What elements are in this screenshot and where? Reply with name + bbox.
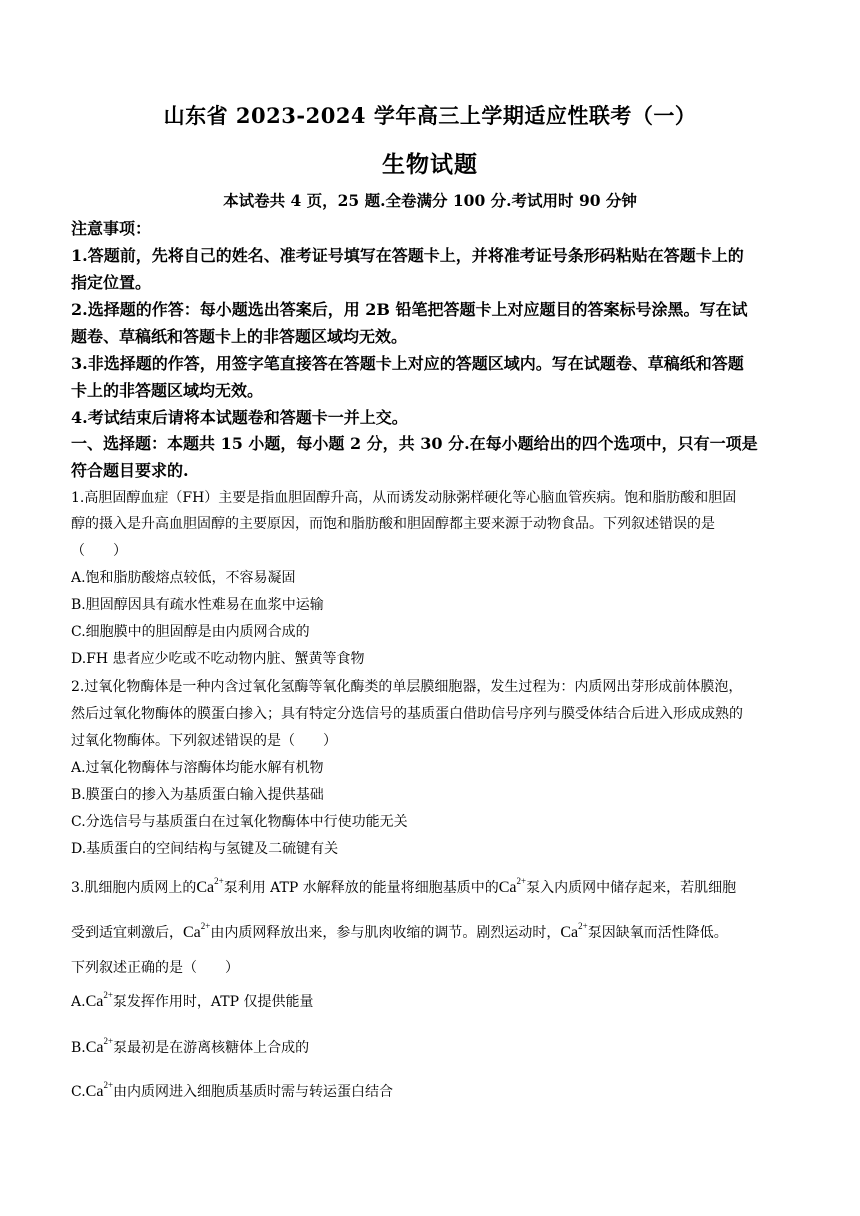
q1-stem: （ ） — [71, 543, 127, 559]
note-line: 2.选择题的作答：每小题选出答案后，用 2B 铅笔把答题卡上对应题目的答案标号涂黑。写在试 — [71, 300, 748, 319]
exam-info: 本试卷共 4 页，25 题.全卷满分 100 分.考试用时 90 分钟 — [223, 191, 637, 210]
calcium-ion: $Ca^{2+}$ — [85, 1036, 114, 1056]
notes-heading: 注意事项： — [71, 219, 152, 238]
q2-stem: 过氧化物酶体。下列叙述错误的是（ ） — [71, 733, 337, 749]
note-line: 1.答题前，先将自己的姓名、准考证号填写在答题卡上，并将准考证号条形码粘贴在答题卡上的 — [71, 246, 744, 265]
calcium-ion: $Ca^{2+}$ — [183, 921, 211, 941]
exam-title: 山东省 2023-2024 学年高三上学期适应性联考（一） — [163, 103, 697, 128]
note-line: 题卷、草稿纸和答题卡上的非答题区域均无效。 — [71, 327, 408, 346]
note-line: 3.非选择题的作答，用签字笔直接答在答题卡上对应的答题区域内。写在试题卷、草稿纸和答题 — [71, 354, 744, 373]
q2-stem: 然后过氧化物酶体的膜蛋白掺入；具有特定分选信号的基质蛋白借助信号序列与膜受体结合后进入形成成熟的 — [71, 706, 743, 722]
q1-stem: 醇的摄入是升高血胆固醇的主要原因，而饱和脂肪酸和胆固醇都主要来源于动物食品。下列叙述错误的是 — [71, 516, 715, 532]
q1-option-a: A.饱和脂肪酸熔点较低，不容易凝固 — [71, 570, 296, 586]
q3-stem: 下列叙述正确的是（ ） — [71, 960, 239, 976]
calcium-ion: $Ca^{2+}$ — [498, 876, 527, 896]
q1-stem: 1.高胆固醇血症（FH）主要是指血胆固醇升高，从而诱发动脉粥样硬化等心脑血管疾病。饱和脂肪酸和胆固 — [71, 490, 737, 506]
q3-option-a: $A.Ca^{2+}$泵发挥作用时，ATP 仅提供能量 — [71, 990, 314, 1010]
q1-option-d: D.FH 患者应少吃或不吃动物内脏、蟹黄等食物 — [71, 651, 365, 667]
q2-option-a: A.过氧化物酶体与溶酶体均能水解有机物 — [71, 760, 324, 776]
calcium-ion: $Ca^{2+}$ — [560, 921, 588, 941]
q3-option-b: $B.Ca^{2+}$泵最初是在游离核糖体上合成的 — [71, 1036, 310, 1056]
q3-stem: 受到适宜刺激后，$Ca^{2+}$由内质网释放出来，参与肌肉收缩的调节。剧烈运动时，$Ca^{2+}$泵因缺氧而活性降低。 — [71, 921, 728, 941]
q2-option-d: D.基质蛋白的空间结构与氢键及二硫键有关 — [71, 841, 339, 857]
q2-option-c: C.分选信号与基质蛋白在过氧化物酶体中行使功能无关 — [71, 814, 408, 830]
note-line: 卡上的非答题区域均无效。 — [71, 381, 264, 400]
q2-stem: 2.过氧化物酶体是一种内含过氧化氢酶等氧化酶类的单层膜细胞器，发生过程为：内质网出芽形成前体膜泡， — [71, 679, 743, 695]
section-heading: 符合题目要求的. — [71, 461, 189, 480]
q3-option-c: $C.Ca^{2+}$由内质网进入细胞质基质时需与转运蛋白结合 — [71, 1080, 394, 1100]
q3-stem: 3.肌细胞内质网上的$Ca^{2+}$泵利用 ATP 水解释放的能量将细胞基质中的$Ca^{2+}$泵入内质网中储存起来，若肌细胞 — [71, 876, 737, 896]
section-heading: 一、选择题：本题共 15 小题，每小题 2 分，共 30 分.在每小题给出的四个选项中，只有一项是 — [71, 434, 758, 453]
q2-option-b: B.膜蛋白的掺入为基质蛋白输入提供基础 — [71, 787, 324, 803]
note-line: 指定位置。 — [71, 273, 152, 292]
calcium-ion: $Ca^{2+}$ — [85, 1080, 114, 1100]
calcium-ion: $Ca^{2+}$ — [196, 876, 224, 896]
q1-option-c: C.细胞膜中的胆固醇是由内质网合成的 — [71, 624, 310, 640]
subject-title: 生物试题 — [382, 151, 478, 178]
note-line: 4.考试结束后请将本试题卷和答题卡一并上交。 — [71, 408, 408, 427]
q1-option-b: B.胆固醇因具有疏水性难易在血浆中运输 — [71, 597, 324, 613]
calcium-ion: $Ca^{2+}$ — [85, 990, 113, 1010]
